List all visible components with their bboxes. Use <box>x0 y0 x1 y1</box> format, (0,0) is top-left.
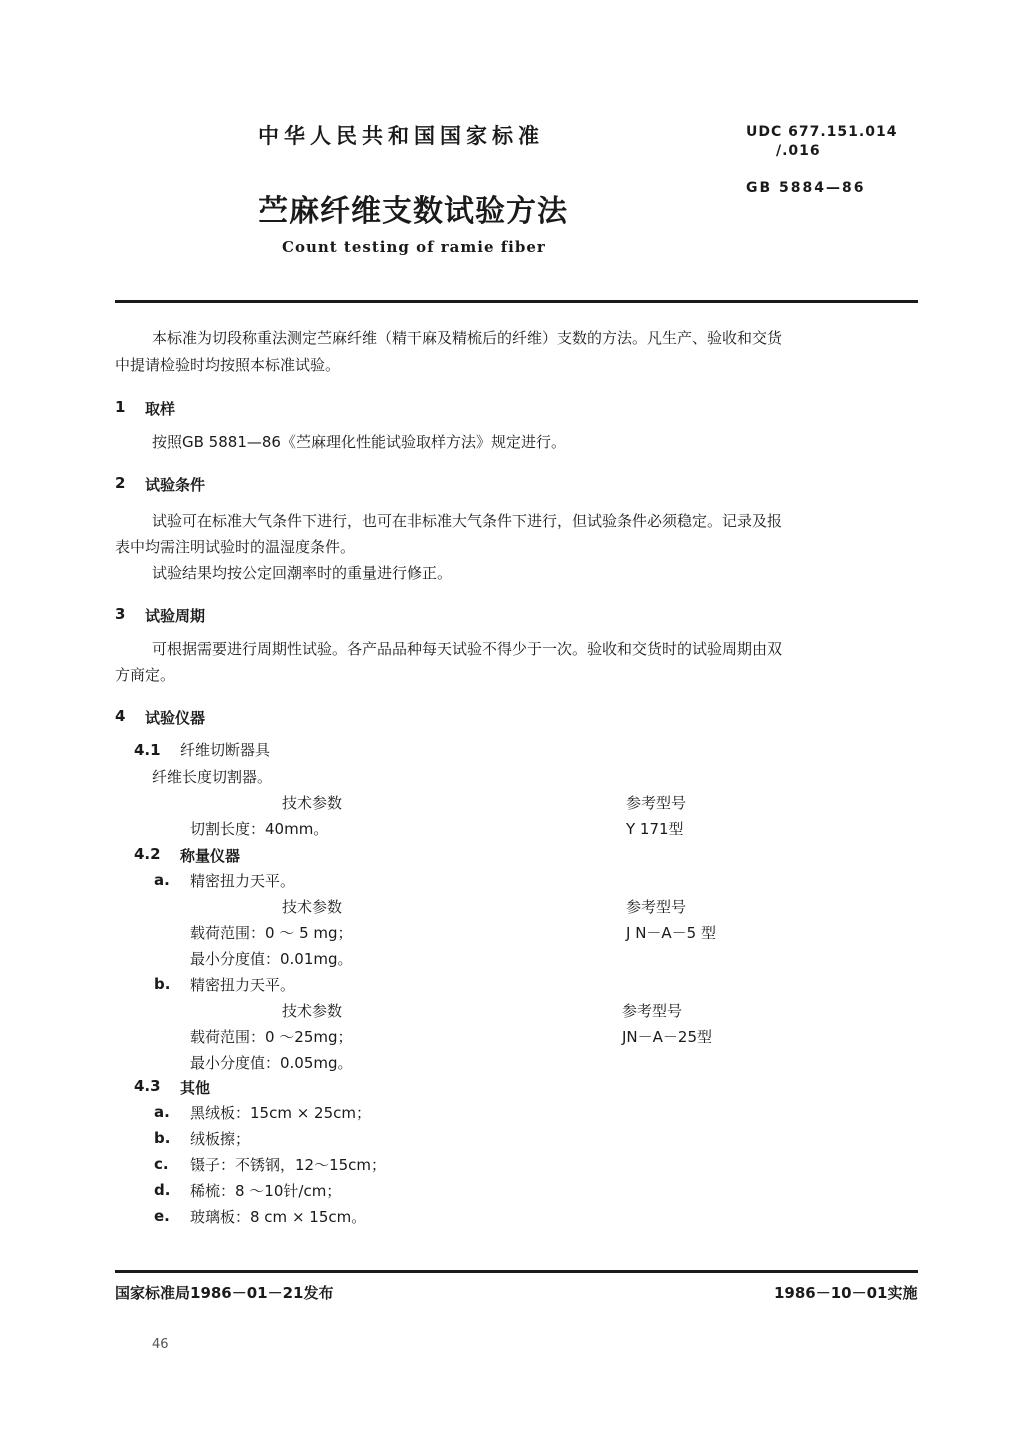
section-3-line-2: 方商定。 <box>115 666 176 684</box>
item-b-label: b. <box>154 975 171 993</box>
gb-number: GB 5884—86 <box>746 180 866 196</box>
section-4-number: 4 <box>115 707 126 725</box>
section-1-number: 1 <box>115 398 126 416</box>
item-a-min-division: 最小分度值：0.01mg。 <box>190 950 353 968</box>
section-4-title: 试验仪器 <box>145 709 206 727</box>
other-item-label: e. <box>154 1207 170 1225</box>
other-item-label: a. <box>154 1103 170 1121</box>
udc-code: UDC 677.151.014 <box>746 124 898 140</box>
item-a-load-range: 载荷范围：0 ～ 5 mg； <box>190 924 353 942</box>
item-b-model: JN－A－25型 <box>622 1028 712 1046</box>
udc-code-continuation: /.016 <box>776 143 821 159</box>
footer-divider <box>115 1270 918 1273</box>
item-a-label: a. <box>154 871 170 889</box>
other-item-text: 黑绒板：15cm × 25cm； <box>190 1104 371 1122</box>
section-2-line-1: 试验可在标准大气条件下进行，也可在非标准大气条件下进行，但试验条件必须稳定。记录及报 <box>152 512 783 530</box>
other-item-text: 稀梳：8 ～10针/cm； <box>190 1182 342 1200</box>
section-3-title: 试验周期 <box>145 607 206 625</box>
section-1-body: 按照GB 5881—86《苎麻理化性能试验取样方法》规定进行。 <box>152 433 566 451</box>
item-a-text: 精密扭力天平。 <box>190 872 296 890</box>
other-item-label: d. <box>154 1181 171 1199</box>
header-divider <box>115 300 918 303</box>
other-item-label: c. <box>154 1155 169 1173</box>
section-2-line-2: 表中均需注明试验时的温湿度条件。 <box>115 538 356 556</box>
document-subtitle-en: Count testing of ramie fiber <box>282 238 546 256</box>
subsection-4-1-number: 4.1 <box>134 741 161 759</box>
subsection-4-3-number: 4.3 <box>134 1077 161 1095</box>
other-item-text: 玻璃板：8 cm × 15cm。 <box>190 1208 367 1226</box>
tech-params-header-1: 技术参数 <box>282 794 343 812</box>
item-b-load-range: 载荷范围：0 ～25mg； <box>190 1028 353 1046</box>
effective-date: 1986－10－01实施 <box>774 1284 918 1302</box>
cut-length-spec: 切割长度：40mm。 <box>190 820 329 838</box>
section-3-line-1: 可根据需要进行周期性试验。各产品品种每天试验不得少于一次。验收和交货时的试验周期由双 <box>152 640 783 658</box>
section-3-number: 3 <box>115 605 126 623</box>
section-1-title: 取样 <box>145 400 176 418</box>
page-number: 46 <box>152 1337 169 1352</box>
subsection-4-2-title: 称量仪器 <box>180 847 241 865</box>
cutter-model: Y 171型 <box>626 820 684 838</box>
intro-line-2: 中提请检验时均按照本标准试验。 <box>115 356 341 374</box>
item-b-text: 精密扭力天平。 <box>190 976 296 994</box>
other-item-label: b. <box>154 1129 171 1147</box>
ref-model-header-2: 参考型号 <box>626 898 687 916</box>
section-2-line-3: 试验结果均按公定回潮率时的重量进行修正。 <box>152 564 453 582</box>
issue-date: 国家标准局1986－01－21发布 <box>115 1284 334 1302</box>
item-b-min-division: 最小分度值：0.05mg。 <box>190 1054 353 1072</box>
ref-model-header-3: 参考型号 <box>622 1002 683 1020</box>
section-2-title: 试验条件 <box>145 476 206 494</box>
ref-model-header-1: 参考型号 <box>626 794 687 812</box>
national-standard-label: 中华人民共和国国家标准 <box>258 124 544 148</box>
other-item-text: 绒板擦； <box>190 1130 251 1148</box>
subsection-4-1-line: 纤维长度切割器。 <box>152 768 273 786</box>
document-title: 苎麻纤维支数试验方法 <box>258 194 568 229</box>
tech-params-header-3: 技术参数 <box>282 1002 343 1020</box>
tech-params-header-2: 技术参数 <box>282 898 343 916</box>
other-item-text: 镊子：不锈钢，12～15cm； <box>190 1156 387 1174</box>
subsection-4-3-title: 其他 <box>180 1079 211 1097</box>
section-2-number: 2 <box>115 474 126 492</box>
intro-line-1: 本标准为切段称重法测定苎麻纤维（精干麻及精梳后的纤维）支数的方法。凡生产、验收和交货 <box>152 329 783 347</box>
item-a-model: J N－A－5 型 <box>626 924 716 942</box>
subsection-4-1-title: 纤维切断器具 <box>180 741 271 759</box>
subsection-4-2-number: 4.2 <box>134 845 161 863</box>
